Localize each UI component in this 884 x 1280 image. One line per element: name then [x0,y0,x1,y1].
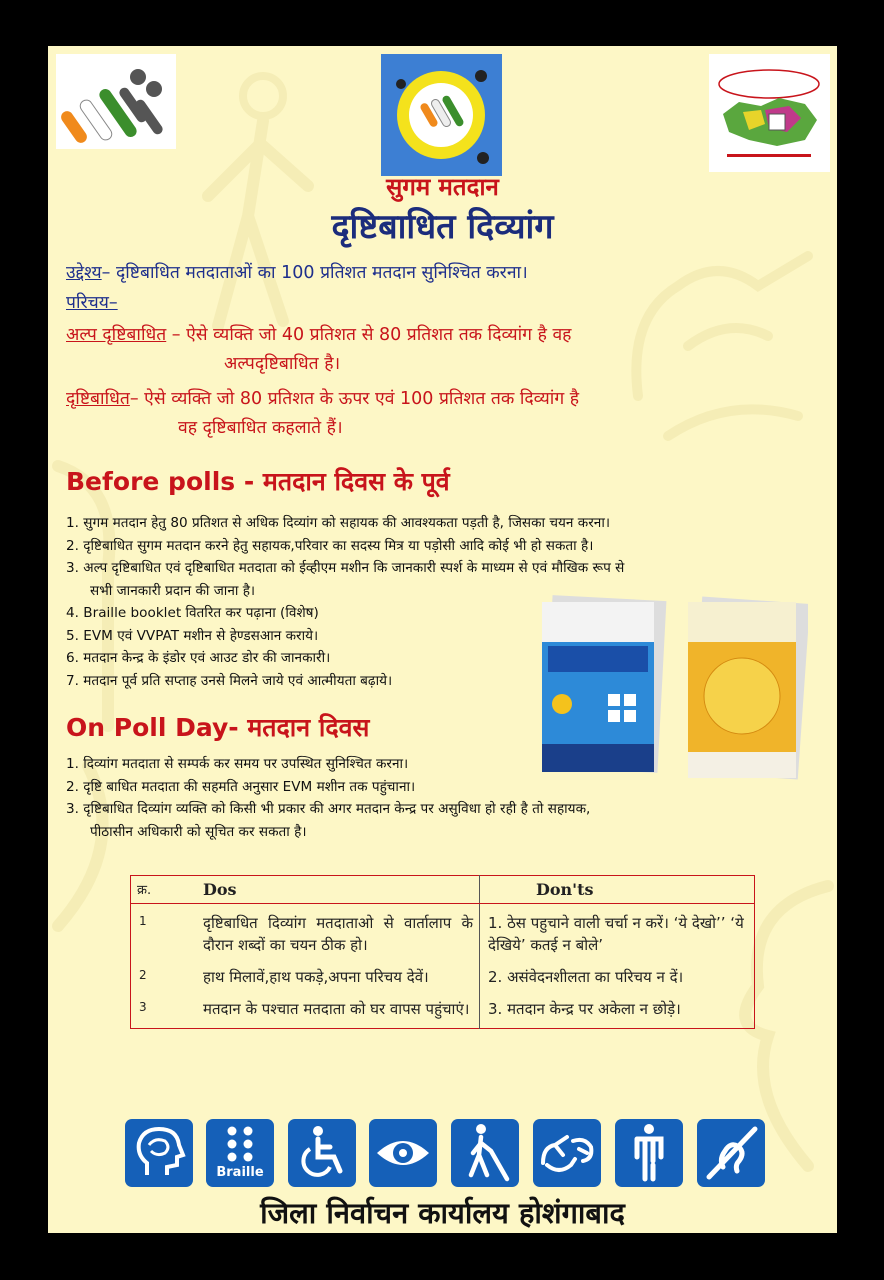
objective-label: उद्देश्य [66,263,102,283]
dos-cell: मतदान के पश्चात मतदाता को घर वापस पहुंचाएं। [185,990,480,1029]
cognitive-head-icon [125,1119,193,1187]
objective-text: – दृष्टिबाधित मतदाताओं का 100 प्रतिशत मतदान सुनिश्चित करना। [101,263,528,283]
table-header-row [131,876,755,904]
braille-label: Braille [216,1165,264,1180]
visually-impaired-line [66,386,579,410]
poll-day-list [66,753,590,843]
visually-impaired-text-cont: वह दृष्टिबाधित कहलाते हैं। [178,418,343,438]
hearing-impaired-icon [697,1119,765,1187]
disability-icons-row [125,1119,765,1187]
list-item: 4. Braille booklet वितरित कर पढ़ाना (विशेष) [66,605,319,621]
dos-donts-table [130,875,755,1029]
table-row [131,990,755,1029]
list-item: 2. दृष्टि बाधित मतदाता की सहमति अनुसार EVM मशीन तक पहुंचाना। [66,778,416,795]
list-item: सभी जानकारी प्रदान की जाना है। [90,582,256,599]
intro-label: परिचय– [66,293,118,313]
donts-cell: 2. असंवेदनशीलता का परिचय न दें। [488,968,684,986]
assembly-election-logo [709,54,830,172]
page-title: दृष्टिबाधित दिव्यांग [331,207,554,247]
donts-cell: 1. ठेस पहुचाने वाली चर्चा न करें। ‘ये देखो’’ ‘ये देखिये’ कतई न बोले’ [488,914,744,954]
list-item: 2. दृष्टिबाधित सुगम मतदान करने हेतु सहायक,परिवार का सदस्य मित्र या पड़ोसी आदि कोई भी हो सकता है। [66,537,594,554]
poster [48,46,837,1233]
booklet-image-blue [538,594,668,774]
list-item: 3. दृष्टिबाधित दिव्यांग व्यक्ति को किसी भी प्रकार की अगर मतदान केन्द्र पर असुविधा हो रही है तो सहायक, [66,801,591,817]
list-item: 7. मतदान पूर्व प्रति सप्ताह उनसे मिलने जाये एवं आत्मीयता बढ़ाये। [66,672,393,689]
row-number: 1 [139,914,147,928]
col-number-header: क्र. [131,876,186,904]
dos-cell: हाथ मिलावें,हाथ पकड़े,अपना परिचय देवें। [185,958,480,990]
list-item: 3. अल्प दृष्टिबाधित एवं दृष्टिबाधित मतदाता को ईव्हीएम मशीन कि जानकारी स्पर्श के माध्यम से एवं मौखिक रूप से [66,560,625,576]
row-number: 2 [139,968,147,982]
row-number: 3 [139,1000,147,1014]
blind-cane-icon [451,1119,519,1187]
col-dos-header: Dos [185,876,480,904]
low-vision-text: – ऐसे व्यक्ति जो 40 प्रतिशत से 80 प्रतिशत तक दिव्यांग है वह [166,325,572,345]
list-item: 6. मतदान केन्द्र के इंडोर एवं आउट डोर की जानकारी। [66,650,331,666]
low-vision-label: अल्प दृष्टिबाधित [66,325,167,345]
table-row [131,904,755,959]
table-row [131,958,755,990]
before-polls-heading: Before polls - मतदान दिवस के पूर्व [66,467,450,496]
low-vision-text-cont: अल्पदृष्टिबाधित है। [224,354,341,374]
braille-icon [206,1119,274,1187]
objective-line [66,260,528,284]
booklet-image-yellow [684,596,808,780]
list-item: 5. EVM एवं VVPAT मशीन से हेण्डसआन कराये। [66,627,319,644]
list-item: 1. सुगम मतदान हेतु 80 प्रतिशत से अधिक दिव्यांग को सहायक की आवश्यकता पड़ती है, जिसका चयन करना। [66,515,610,531]
poll-day-heading: On Poll Day- मतदान दिवस [66,713,370,742]
low-vision-line [66,322,571,346]
list-item: 1. दिव्यांग मतदाता से सम्पर्क कर समय पर उपस्थित सुनिश्चित करना। [66,756,409,772]
visually-impaired-label: दृष्टिबाधित [66,389,130,409]
prosthetic-leg-icon [615,1119,683,1187]
donts-cell: 3. मतदान केन्द्र पर अकेला न छोड़े। [488,1000,681,1018]
eye-icon [369,1119,437,1187]
wheelchair-icon [288,1119,356,1187]
title-sugam-matdan: सुगम मतदान [386,173,499,201]
col-donts-header: Don'ts [480,876,755,904]
eci-logo [56,54,176,149]
footer-office-name: जिला निर्वाचन कार्यालय होशंगाबाद [260,1196,625,1230]
dos-cell: दृष्टिबाधित दिव्यांग मतदाताओ से वार्तालाप के दौरान शब्दों का चयन ठीक हो। [185,904,480,959]
sign-language-icon [533,1119,601,1187]
visually-impaired-text: – ऐसे व्यक्ति जो 80 प्रतिशत के ऊपर एवं 100 प्रतिशत तक दिव्यांग है [129,389,580,409]
making-elections-accessible-logo [381,54,502,176]
list-item: पीठासीन अधिकारी को सूचित कर सकता है। [90,823,307,840]
